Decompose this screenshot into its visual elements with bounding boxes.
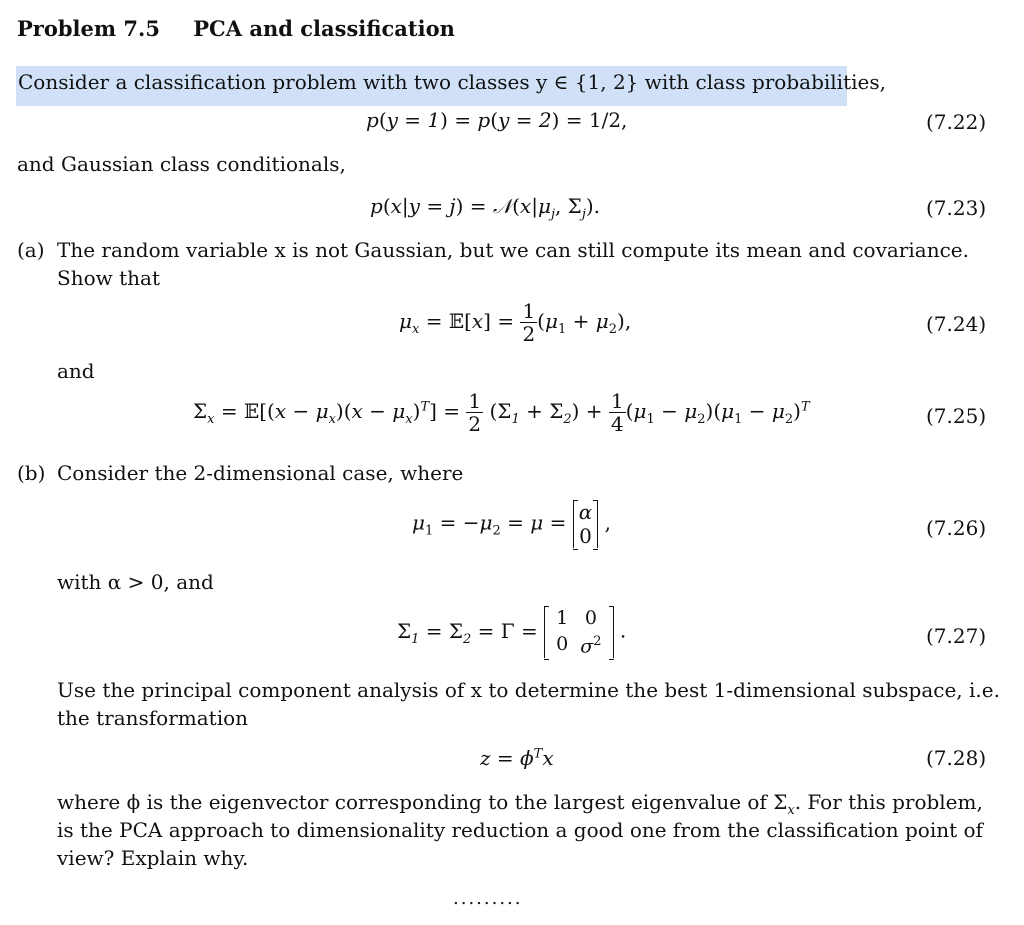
problem-title: PCA and classification [193, 16, 455, 41]
equation-7-27: $\Sigma_1 = \Sigma_2 = \Gamma$ = 1 0 0 $\sigma^2$ . [397, 607, 627, 658]
problem-number: Problem 7.5 [17, 16, 160, 41]
continuation-ellipsis: ......... [453, 888, 523, 909]
equation-7-25: $\Sigma_x$ = 𝔼[(x − $\mu_x)(x - \mu_x)^T$] = $\frac{1}{2}$ $(\Sigma_1 + \Sigma_2)$ + $\frac{1}{4}$ $(\mu_1 - \mu_2)(\mu_1 - \mu_2)^T$ [193, 389, 810, 436]
equation-7-26: $\mu_1 = -\mu_2 = \mu = \alpha$ 0 , [412, 500, 611, 548]
part-b-label: (b) [17, 461, 46, 485]
equation-number: (7.23) [926, 196, 987, 220]
part-b-question-line1: where ϕ is the eigenvector corresponding to the largest eigenvalue of $\Sigma_x$. For this problem, [57, 790, 983, 818]
conditionals-text: and Gaussian class conditionals, [17, 152, 346, 176]
part-a-label: (a) [17, 238, 45, 262]
gamma-matrix: 1 0 0 $\sigma^2$ [544, 606, 613, 658]
part-b-with-alpha: with α > 0, and [57, 570, 214, 594]
part-b-question-line2: is the PCA approach to dimensionality reduction a good one from the classification point of [57, 818, 983, 842]
problem-heading [17, 16, 455, 41]
part-a-line1: The random variable x is not Gaussian, but we can still compute its mean and covariance. [57, 238, 969, 262]
equation-7-22: p(y = 1) = p(y = 2) = 1/2, [366, 108, 628, 132]
equation-7-24: $\mu_x$ = 𝔼[x] = $\frac{1}{2}$ $(\mu_1 + \mu_2)$, [399, 299, 632, 346]
equation-7-23: $p(x|y = j) = 𝒩(x|\mu_j$, $\Sigma_j$). [370, 194, 601, 222]
equation-number: (7.22) [926, 110, 987, 134]
intro-text[interactable]: Consider a classification problem with two classes y ∈ {1, 2} with class probabilities, [18, 70, 886, 94]
question-line1-end: . For this problem, [794, 790, 983, 814]
equation-number: (7.27) [926, 624, 987, 648]
equation-7-28: $z = \phi^Tx$ [480, 746, 554, 770]
part-b-question-line3: view? Explain why. [57, 846, 249, 870]
part-b-line1: Consider the 2-dimensional case, where [57, 461, 464, 485]
part-b-pca-line2: the transformation [57, 706, 249, 730]
equation-number: (7.25) [926, 404, 987, 428]
part-b-pca-line1: Use the principal component analysis of x to determine the best 1-dimensional subspace, i.e. [57, 678, 1000, 702]
equation-number: (7.24) [926, 312, 987, 336]
question-line1-text: where ϕ is the eigenvector corresponding to the largest eigenvalue of Σ [57, 790, 788, 814]
part-a-and: and [57, 359, 95, 383]
mu-vector: α 0 [573, 500, 599, 548]
equation-number: (7.26) [926, 516, 987, 540]
equation-number: (7.28) [926, 746, 987, 770]
part-a-line2: Show that [57, 266, 160, 290]
